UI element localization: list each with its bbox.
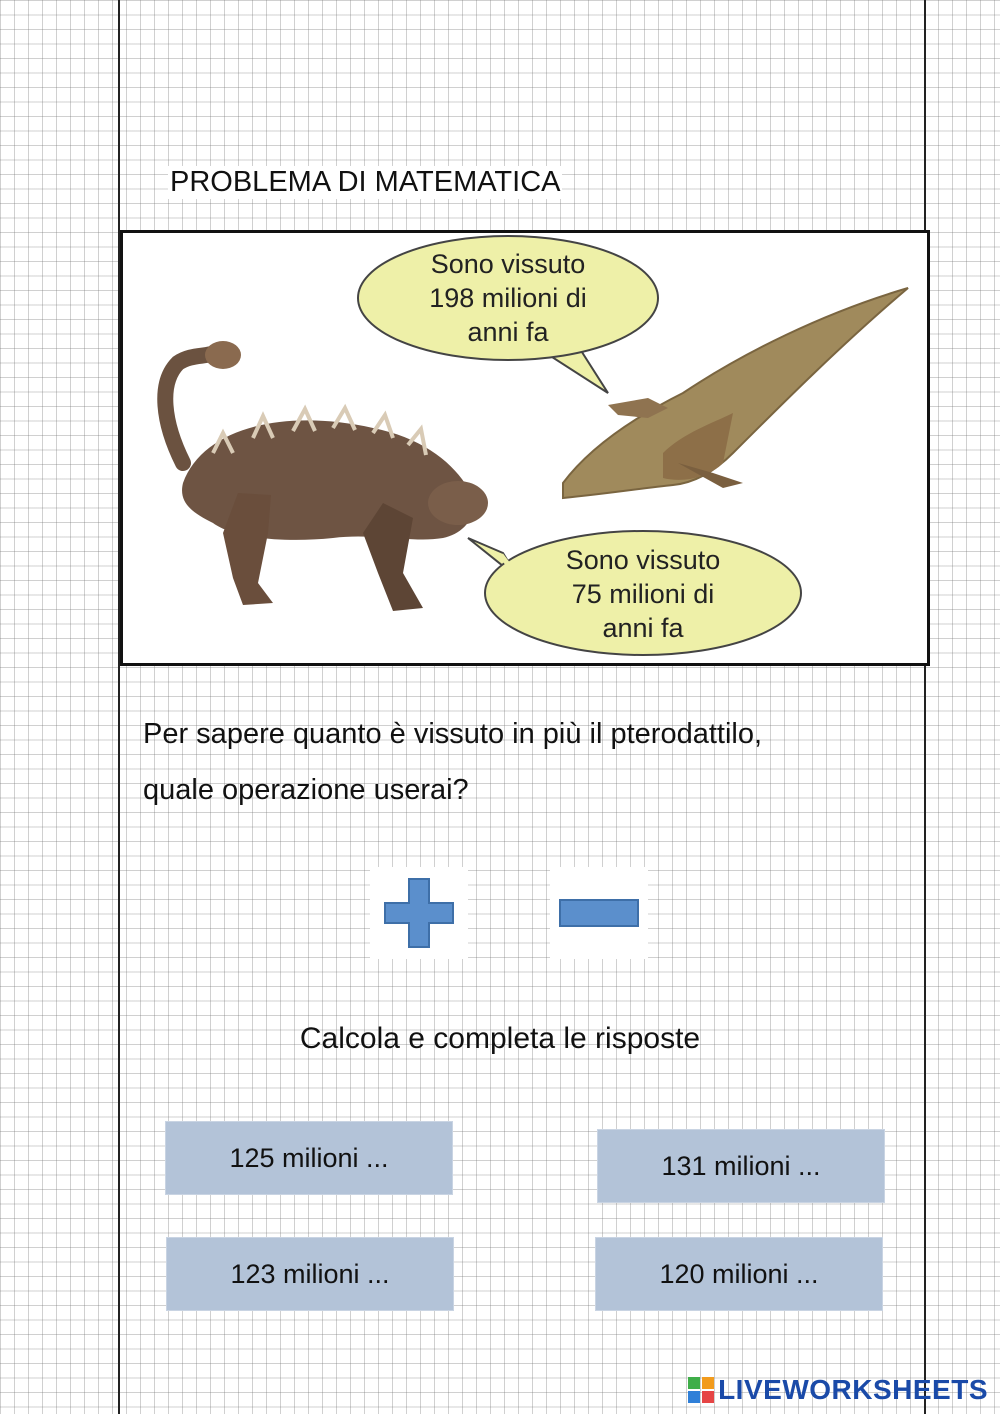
instruction-text: Calcola e completa le risposte [299, 1022, 701, 1055]
page-title: PROBLEMA DI MATEMATICA [170, 166, 561, 198]
dinosaur-illustration [120, 230, 930, 666]
right-margin-line [924, 0, 926, 1414]
speech-text-bottom: Sono vissuto 75 milioni di anni fa [565, 545, 721, 643]
question-text: Per sapere quanto è vissuto in più il pterodattilo, quale operazione userai? [143, 718, 763, 806]
brand-label: LIVEWORKSHEETS [718, 1374, 988, 1405]
answer-option-123[interactable]: 123 milioni ... [166, 1237, 454, 1311]
speech-text-top: Sono vissuto 198 milioni di anni fa [429, 249, 587, 347]
plus-icon [380, 874, 458, 952]
liveworksheets-logo [688, 1374, 988, 1406]
minus-button[interactable] [550, 867, 648, 959]
liveworksheets-icon [688, 1377, 714, 1403]
left-margin-line [118, 0, 120, 1414]
answer-option-120[interactable]: 120 milioni ... [595, 1237, 883, 1311]
answer-option-131[interactable]: 131 milioni ... [597, 1129, 885, 1203]
answer-option-125[interactable]: 125 milioni ... [165, 1121, 453, 1195]
ankylosaurus-image [165, 341, 488, 611]
minus-icon [557, 893, 641, 933]
plus-button[interactable] [370, 867, 468, 959]
